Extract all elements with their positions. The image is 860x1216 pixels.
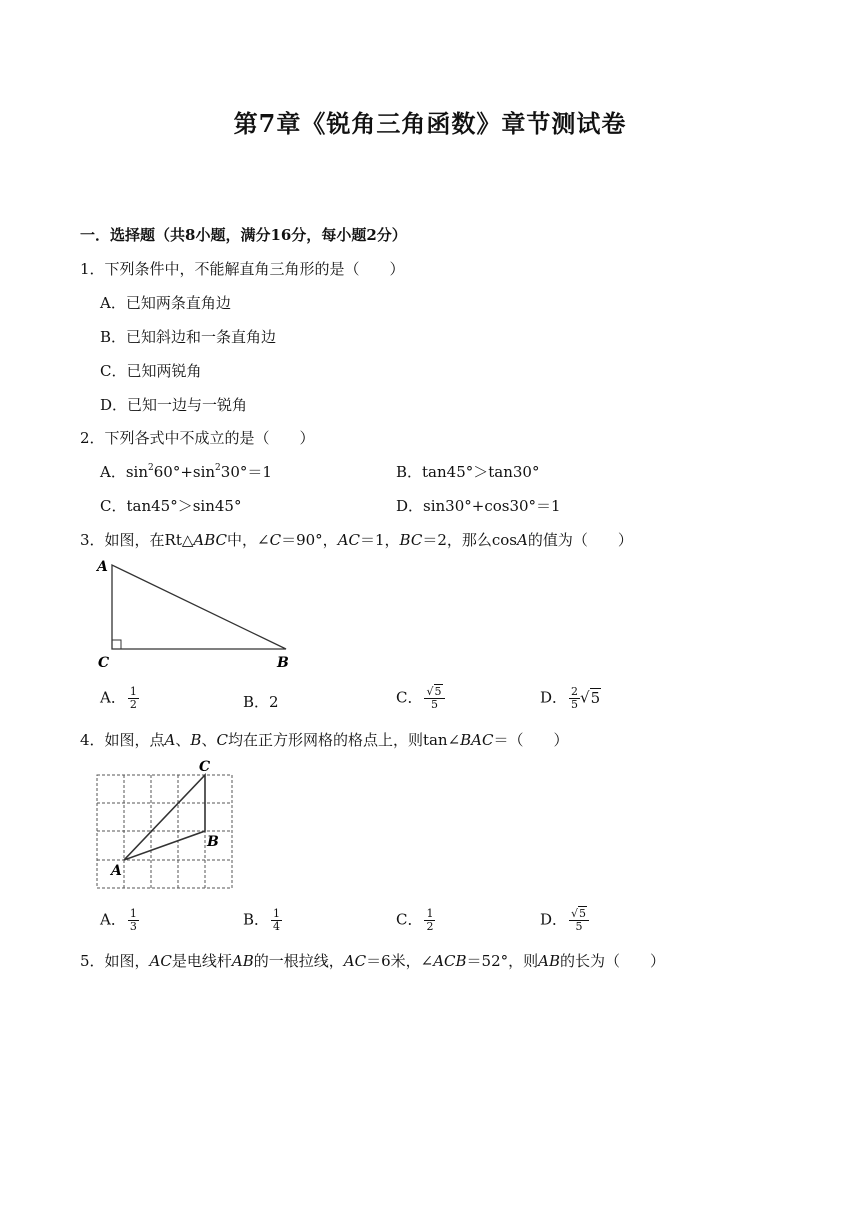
triangle-abc (124, 775, 205, 860)
question-4-stem: 4．如图，点A、B、C均在正方形网格的格点上，则tan∠BAC＝（ ） (80, 731, 569, 749)
vertex-label-c: C (98, 655, 110, 671)
question-3-option-c: C． $\frac{√5}{5}$ (396, 686, 445, 711)
vertex-label-a: A (97, 559, 108, 575)
question-4-option-c: C． $\frac{1}{2}$ (396, 907, 434, 933)
question-1-option-b: B．已知斜边和一条直角边 (100, 328, 277, 346)
vertex-label-b: B (277, 655, 289, 671)
question-4-option-b: B． $\frac{1}{4}$ (243, 907, 281, 933)
question-3-option-b: B．2 (243, 693, 279, 711)
question-1-stem: 1．下列条件中，不能解直角三角形的是（ ） (80, 260, 405, 278)
question-4-grid-figure (90, 756, 250, 896)
right-triangle-shape (112, 565, 286, 649)
vertex-label-b: B (207, 834, 219, 850)
vertex-label-c: C (199, 759, 211, 775)
question-1-option-c: C．已知两锐角 (100, 362, 202, 380)
question-3-triangle-figure (90, 555, 310, 675)
vertex-label-a: A (111, 863, 122, 879)
question-2-option-b: B．tan45°＞tan30° (396, 463, 540, 481)
question-2-option-c: C．tan45°＞sin45° (100, 497, 242, 515)
question-3-stem: 3．如图，在Rt△ABC中，∠C＝90°，AC＝1，BC＝2，那么cosA的值为（ ） (80, 531, 633, 549)
question-5-stem: 5．如图，AC是电线杆AB的一根拉线，AC＝6米，∠ACB＝52°，则AB的长为（ ） (80, 952, 665, 970)
question-2-option-a: A．$\sin^260^\circ+\sin^230^\circ=1$ (100, 463, 272, 481)
question-2-option-d: D．sin30°+cos30°＝1 (396, 497, 561, 515)
question-2-stem: 2．下列各式中不成立的是（ ） (80, 429, 315, 447)
question-4-option-d: D． $\frac{√5}{5}$ (540, 908, 589, 933)
right-angle-marker (112, 640, 121, 649)
page-title: 第7章《锐角三角函数》章节测试卷 (233, 109, 627, 138)
question-3-option-d: D． $\frac{2}{5}$ √5 (540, 685, 601, 711)
question-1-option-d: D．已知一边与一锐角 (100, 396, 248, 414)
section-heading: 一．选择题（共8小题，满分16分，每小题2分） (80, 226, 407, 244)
question-3-option-a: A． $\frac{1}{2}$ (100, 685, 137, 711)
question-1-option-a: A．已知两条直角边 (100, 294, 231, 312)
question-4-option-a: A． $\frac{1}{3}$ (100, 907, 137, 933)
